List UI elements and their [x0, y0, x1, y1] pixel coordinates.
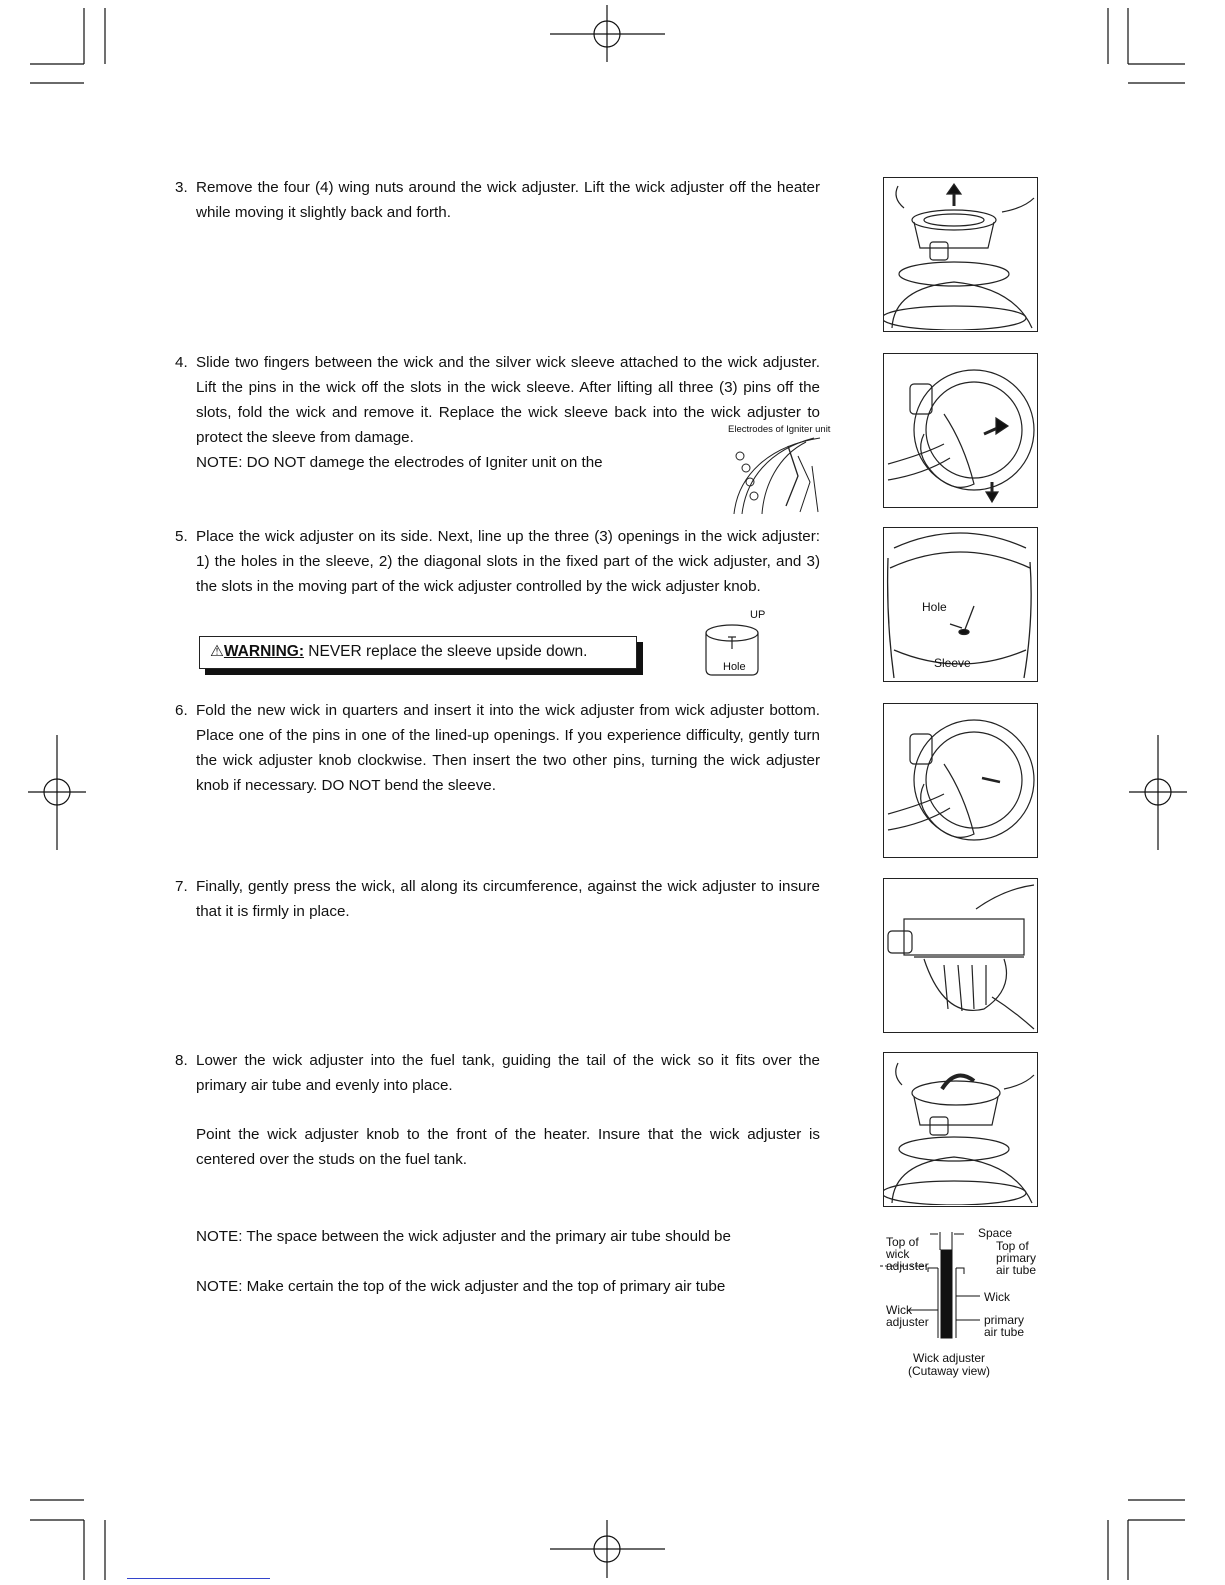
step-7: [175, 874, 820, 924]
step-text-2: Point the wick adjuster knob to the front of the heater. Insure that the wick adjuster is centered over the studs on the fuel tank.: [196, 1126, 820, 1168]
warning-label: WARNING:: [223, 643, 304, 660]
label-line: Top of: [886, 1235, 919, 1249]
wick-adjuster-label: [886, 1304, 929, 1328]
step-4: [175, 350, 820, 475]
label-line: Wick: [886, 1303, 912, 1317]
step-text: Slide two fingers between the wick and the silver wick sleeve attached to the wick adjuster. Lift the pins in the wick off the slots in the wick sleeve. After lifting all three (3) pins off the slots, fold the wick and remove it. Replace the wick sleeve back into the wick adjuster to protect the sleeve from damage.: [196, 354, 820, 446]
wick-label: Wick: [984, 1290, 1010, 1304]
hole-small-label: Hole: [723, 661, 746, 673]
sleeve-label: Sleeve: [934, 656, 971, 670]
step-number: 6.: [175, 702, 188, 719]
warning-box: [199, 636, 637, 669]
step-number: 7.: [175, 878, 188, 895]
warning-triangle-icon: ⚠: [210, 643, 224, 660]
primary-air-tube-label: [984, 1314, 1024, 1338]
step-8: [175, 1048, 820, 1172]
illustration-insert-wick: [883, 703, 1038, 858]
step-text: Place the wick adjuster on its side. Next, line up the three (3) openings in the wick adjuster: 1) the holes in the sleeve, 2) the diagonal slots in the fixed part of the wick adjuster, and 3) the slots in the moving part of the wick adjuster controlled by the wick adjuster knob.: [196, 528, 820, 595]
step-text: Lower the wick adjuster into the fuel tank, guiding the tail of the wick so it fits over the primary air tube and evenly into place.: [196, 1052, 820, 1094]
step-number: 4.: [175, 354, 188, 371]
top-of-primary-air-tube-label: [996, 1240, 1036, 1276]
illustration-remove-wick-adjuster: [883, 177, 1038, 332]
cutaway-caption: [908, 1352, 990, 1378]
step-number: 8.: [175, 1052, 188, 1069]
illustration-press-wick: [883, 878, 1038, 1033]
step-number: 3.: [175, 179, 188, 196]
step-text: Remove the four (4) wing nuts around the wick adjuster. Lift the wick adjuster off the heater while moving it slightly back and forth.: [196, 179, 820, 221]
label-line: primary: [996, 1251, 1037, 1265]
step-number: 5.: [175, 528, 188, 545]
link-underline: [127, 1578, 270, 1579]
step-note: NOTE: DO NOT damege the electrodes of Igniter unit on the: [196, 454, 603, 471]
illustration-sleeve-hole: [883, 527, 1038, 682]
hole-label: Hole: [922, 600, 947, 614]
sleeve-up-figure: [702, 609, 772, 681]
caption-line: (Cutaway view): [908, 1364, 991, 1378]
top-of-wick-adjuster-label: [886, 1236, 929, 1272]
label-line: wick: [886, 1247, 910, 1261]
step-5: [175, 524, 820, 599]
illustration-lower-wick-adjuster: [883, 1052, 1038, 1207]
label-line: air tube: [996, 1263, 1037, 1277]
label-line: air tube: [984, 1325, 1025, 1339]
space-label: Space: [978, 1226, 1013, 1240]
label-line: adjuster: [886, 1259, 929, 1273]
step-text: Fold the new wick in quarters and insert it into the wick adjuster from wick adjuster bottom. Place one of the pins in one of the lined-up openings. If you experience difficulty, gently turn the wick adjuster knob clockwise. Then insert the two other pins, turning the wick adjuster knob if necessary. DO NOT bend the sleeve.: [196, 702, 820, 794]
label-line: primary: [984, 1313, 1025, 1327]
label-line: Top of: [996, 1239, 1029, 1253]
step-text: Finally, gently press the wick, all along its circumference, against the wick adjuster to insure that it is firmly in place.: [196, 878, 820, 920]
illustration-remove-wick: [883, 353, 1038, 508]
cutaway-diagram: [880, 1228, 1050, 1388]
electrodes-label: Electrodes of Igniter unit: [728, 424, 831, 435]
caption-line: Wick adjuster: [913, 1351, 986, 1365]
space-note: NOTE: The space between the wick adjuster and the primary air tube should be: [196, 1228, 731, 1245]
top-note: NOTE: Make certain the top of the wick adjuster and the top of primary air tube: [196, 1278, 726, 1295]
electrodes-figure: [728, 424, 831, 516]
label-line: adjuster: [886, 1315, 929, 1329]
step-3: [175, 175, 820, 225]
up-label: UP: [750, 609, 766, 621]
warning-text: NEVER replace the sleeve upside down.: [308, 643, 588, 660]
step-6: [175, 698, 820, 798]
